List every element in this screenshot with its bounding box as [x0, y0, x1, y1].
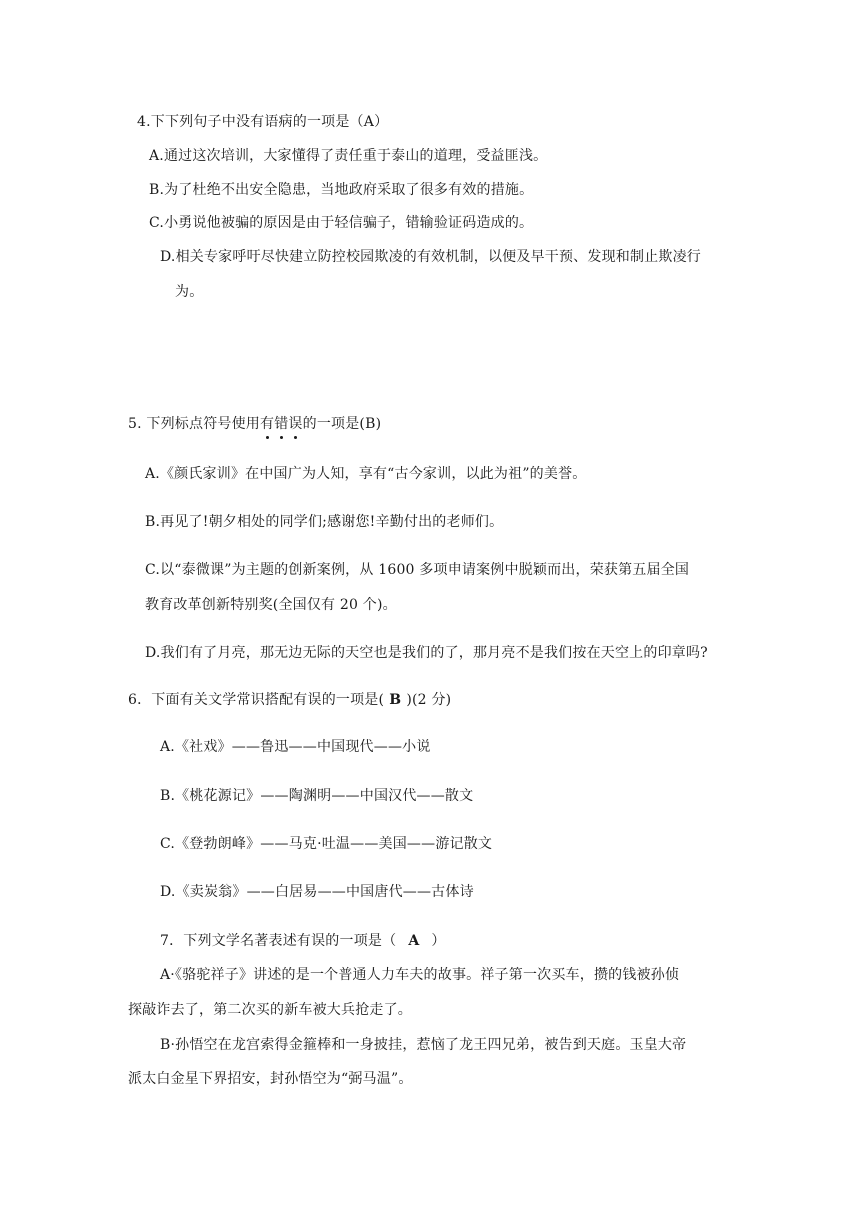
- q5-option-a: A.《颜氏家训》在中国广为人知，享有“古今家训，以此为祖”的美誉。: [145, 466, 587, 482]
- q6-answer: B: [384, 692, 407, 708]
- q7-option-a-line2: 探敲诈去了，第二次买的新车被大兵抢走了。: [128, 1002, 412, 1018]
- q7-option-b-line2: 派太白金星下界招安，封孙悟空为“弼马温”。: [128, 1071, 413, 1087]
- q6-stem-suffix: )(2 分): [406, 692, 452, 708]
- q4-option-a: A.通过这次培训，大家懂得了责任重于泰山的道理，受益匪浅。: [149, 148, 548, 164]
- q4-option-d-line2: 为。: [175, 284, 204, 300]
- q7-stem: [160, 931, 446, 951]
- q5-stem-prefix: 5. 下列标点符号使用: [128, 416, 261, 432]
- q6-option-b: B.《桃花源记》——陶渊明——中国汉代——散文: [160, 788, 474, 804]
- q5-option-c-line1: C.以“泰微课”为主题的创新案例，从 1600 多项申请案例中脱颖而出，荣获第五届全国: [145, 562, 690, 578]
- q5-emphasis-char-3: 误: [288, 416, 303, 432]
- q5-stem: [128, 414, 381, 434]
- q5-emphasis-char-2: 错: [274, 416, 289, 432]
- q6-option-c: C.《登勃朗峰》——马克·吐温——美国——游记散文: [160, 836, 493, 852]
- q4-option-c: C.小勇说他被骗的原因是由于轻信骗子，错输验证码造成的。: [149, 215, 534, 231]
- q7-answer: A: [408, 933, 420, 949]
- q5-emphasis-char-1: 有: [260, 416, 275, 432]
- q5-option-d: D.我们有了月亮，那无边无际的天空也是我们的了，那月亮不是我们按在天空上的印章吗?: [145, 645, 708, 661]
- q5-option-c-line2: 教育改革创新特别奖(全国仅有 20 个)。: [145, 597, 397, 613]
- q5-option-b: B.再见了!朝夕相处的同学们;感谢您!辛勤付出的老师们。: [145, 514, 504, 530]
- q4-option-d-line1: D.相关专家呼吁尽快建立防控校园欺凌的有效机制，以便及早干预、发现和制止欺凌行: [160, 249, 701, 265]
- q4-option-b: B.为了杜绝不出安全隐患，当地政府采取了很多有效的措施。: [149, 182, 534, 198]
- q6-option-d: D.《卖炭翁》——白居易——中国唐代——古体诗: [160, 884, 474, 900]
- q5-stem-suffix: 的一项是(B): [302, 416, 382, 432]
- q7-stem-prefix: 7．下列文学名著表述有误的一项是（: [160, 933, 397, 949]
- q7-option-a-line1: A·《骆驼祥子》讲述的是一个普通人力车夫的故事。祥子第一次买车，攒的钱被孙侦: [160, 967, 680, 983]
- q4-stem: 4.下下列句子中没有语病的一项是（A）: [137, 114, 389, 130]
- q7-option-b-line1: B·孙悟空在龙宫索得金箍棒和一身披挂，惹恼了龙王四兄弟，被告到天庭。玉皇大帝: [160, 1037, 687, 1053]
- q7-stem-suffix: ）: [431, 933, 446, 949]
- q6-stem: [128, 690, 451, 710]
- q6-stem-prefix: 6．下面有关文学常识搭配有误的一项是(: [128, 692, 385, 708]
- q6-option-a: A.《社戏》——鲁迅——中国现代——小说: [160, 739, 431, 755]
